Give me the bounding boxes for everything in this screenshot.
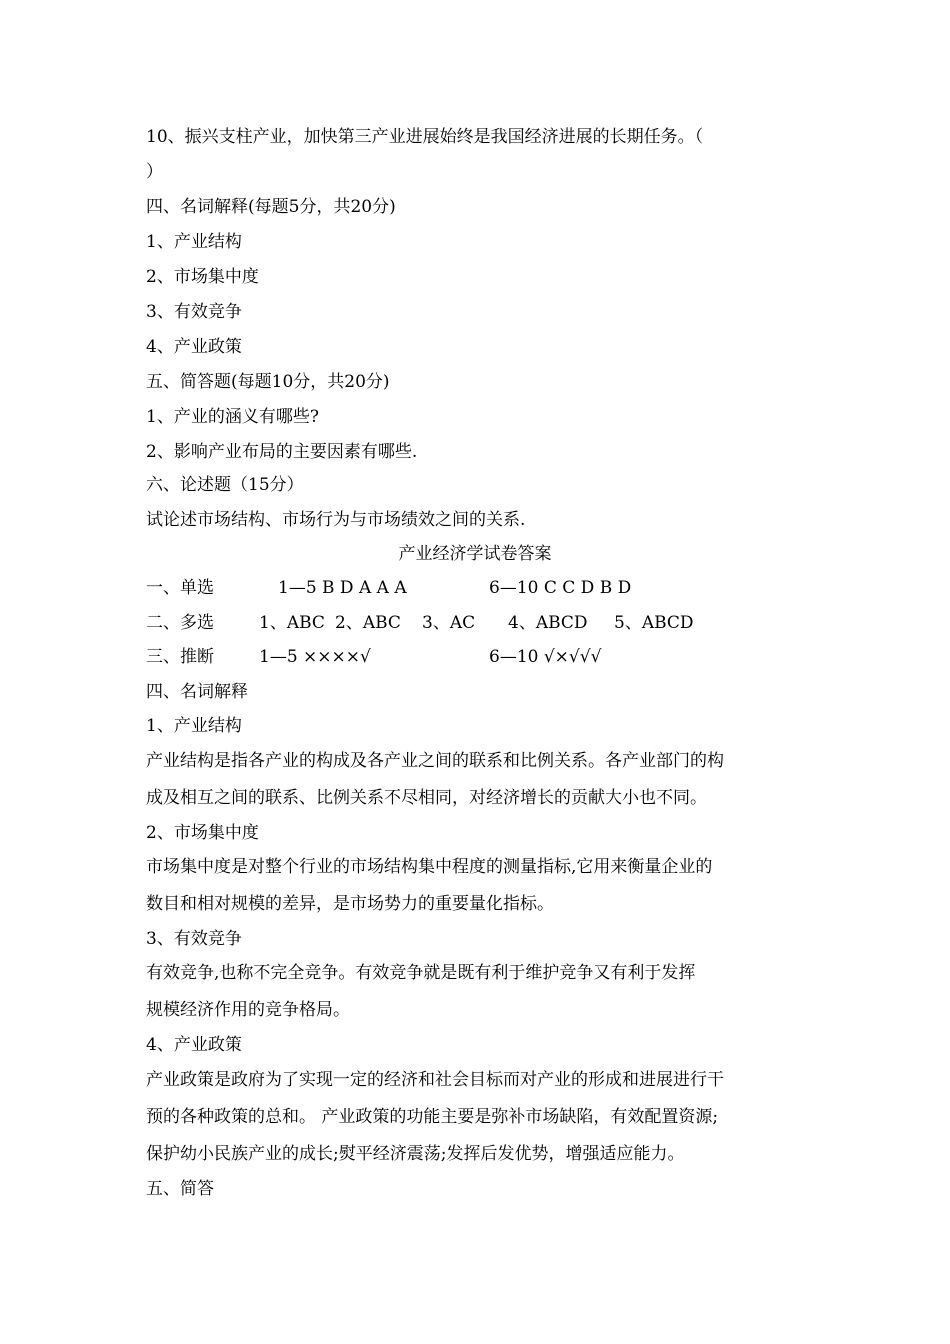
answer-term-4-line-1: 产业政策是政府为了实现一定的经济和社会目标而对产业的形成和进展进行干	[146, 1070, 724, 1090]
answer-term-1-line-2: 成及相互之间的联系、比例关系不尽相同，对经济增长的贡献大小也不同。	[146, 788, 707, 808]
answer-judge-part-2: 6—10 √×√√√	[489, 647, 602, 667]
answer-judge-label: 三、推断	[146, 647, 214, 667]
section-4-heading: 四、名词解释(每题5分，共20分)	[146, 197, 396, 217]
answers-title: 产业经济学试卷答案	[398, 544, 552, 564]
answer-term-3-line-1: 有效竞争,也称不完全竞争。有效竞争就是既有利于维护竞争又有利于发挥	[146, 963, 696, 983]
section-6-question: 试论述市场结构、市场行为与市场绩效之间的关系.	[146, 510, 526, 530]
answer-term-4: 4、产业政策	[146, 1035, 242, 1055]
answer-multi-item-2: 2、ABC	[335, 613, 401, 633]
answer-multi-item-5: 5、ABCD	[614, 613, 694, 633]
answer-term-2: 2、市场集中度	[146, 823, 259, 843]
section-4-item-1: 1、产业结构	[146, 232, 242, 252]
section-5-item-1: 1、产业的涵义有哪些?	[146, 407, 319, 427]
section-4-item-4: 4、产业政策	[146, 337, 242, 357]
answer-judge-part-1: 1—5 ××××√	[259, 647, 371, 667]
question-10-line-1: 10、振兴支柱产业，加快第三产业进展始终是我国经济进展的长期任务。（	[146, 127, 704, 147]
answer-term-4-line-3: 保护幼小民族产业的成长;熨平经济震荡;发挥后发优势，增强适应能力。	[146, 1144, 685, 1164]
answer-single-label: 一、单选	[146, 578, 214, 598]
answers-short-heading: 五、简答	[146, 1179, 214, 1199]
section-5-heading: 五、简答题(每题10分，共20分)	[146, 372, 390, 392]
answer-term-4-line-2: 预的各种政策的总和。 产业政策的功能主要是弥补市场缺陷，有效配置资源;	[146, 1107, 719, 1127]
answer-judge-row	[146, 646, 846, 668]
answer-single-row	[146, 577, 846, 599]
answer-multi-item-1: 1、ABC	[259, 613, 325, 633]
section-5-item-2: 2、影响产业布局的主要因素有哪些.	[146, 442, 418, 462]
answer-term-1-line-1: 产业结构是指各产业的构成及各产业之间的联系和比例关系。各产业部门的构	[146, 751, 724, 771]
answer-multi-item-4: 4、ABCD	[508, 613, 588, 633]
answer-multi-label: 二、多选	[146, 613, 214, 633]
answer-single-part-2: 6—10 C C D B D	[489, 578, 632, 598]
answer-single-part-1: 1—5 B D A A A	[278, 578, 407, 598]
answer-term-3: 3、有效竞争	[146, 929, 242, 949]
answer-multi-item-3: 3、AC	[422, 613, 476, 633]
answer-multi-row	[146, 612, 846, 634]
answer-term-2-line-1: 市场集中度是对整个行业的市场结构集中程度的测量指标,它用来衡量企业的	[146, 857, 713, 877]
answer-term-1: 1、产业结构	[146, 716, 242, 736]
answer-term-2-line-2: 数目和相对规模的差异，是市场势力的重要量化指标。	[146, 894, 554, 914]
question-10-line-2: ）	[146, 162, 163, 182]
section-6-heading: 六、论述题（15分）	[146, 475, 304, 495]
section-4-item-3: 3、有效竞争	[146, 302, 242, 322]
section-4-item-2: 2、市场集中度	[146, 267, 259, 287]
answers-terms-heading: 四、名词解释	[146, 682, 248, 702]
answer-term-3-line-2: 规模经济作用的竞争格局。	[146, 1000, 350, 1020]
